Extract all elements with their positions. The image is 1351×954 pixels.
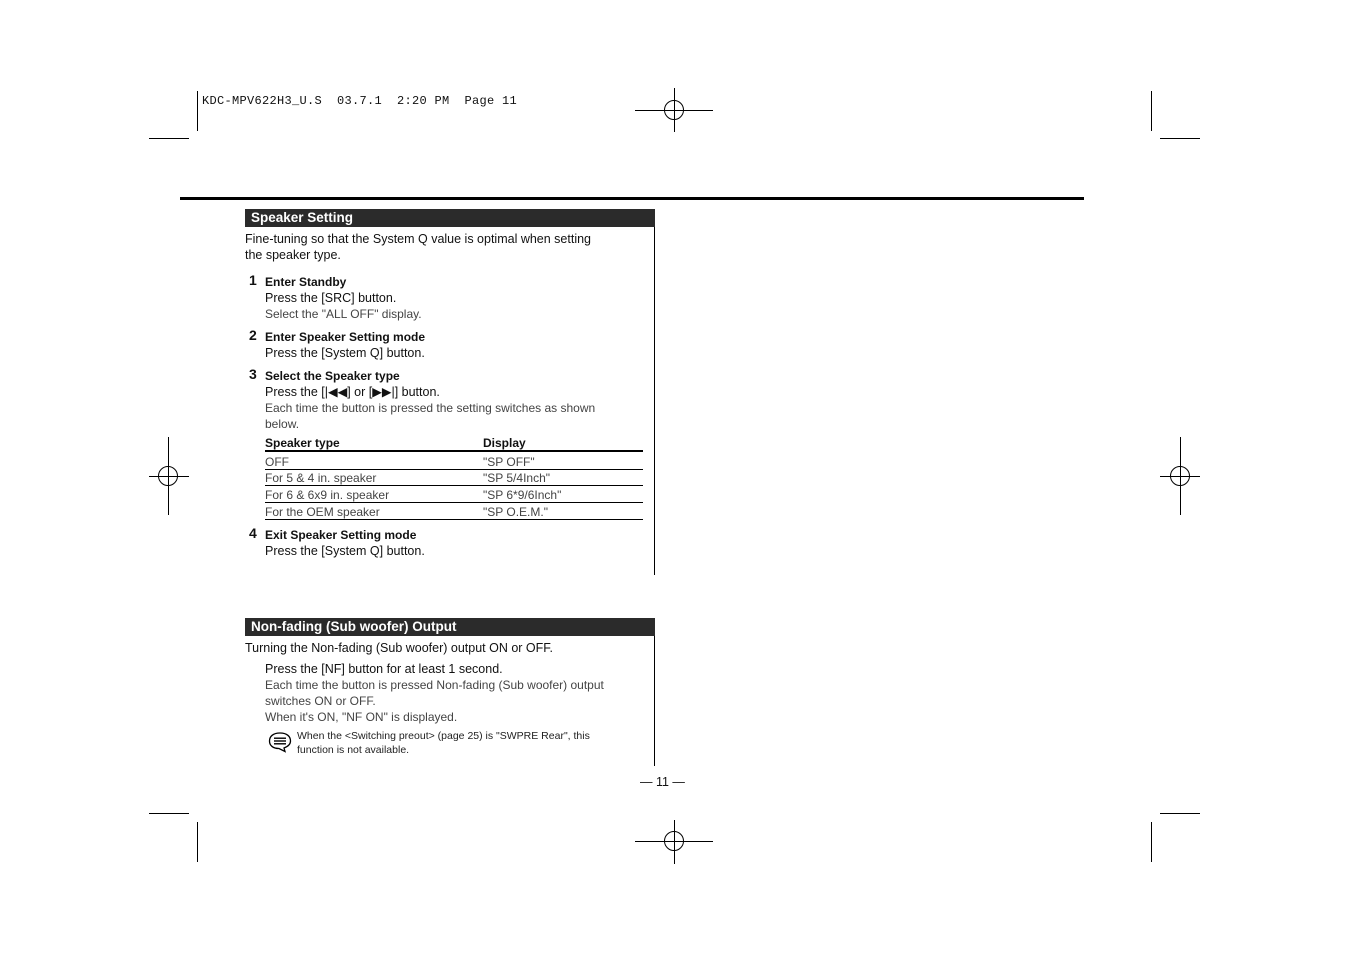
- note-icon: [268, 731, 292, 753]
- table-rule: [265, 485, 643, 486]
- step-note: below.: [265, 417, 300, 431]
- note-text: function is not available.: [297, 744, 410, 756]
- step-title: Enter Speaker Setting mode: [265, 330, 426, 344]
- crop-mark: [1160, 138, 1200, 139]
- column-rule: [654, 227, 655, 575]
- section-heading-non-fading: Non-fading (Sub woofer) Output: [245, 618, 655, 636]
- instruction-note: switches ON or OFF.: [265, 694, 376, 708]
- crop-mark: [1151, 91, 1152, 131]
- registration-circle: [664, 100, 684, 120]
- table-cell: For the OEM speaker: [265, 505, 380, 519]
- step-number: 3: [249, 366, 257, 382]
- crop-mark: [149, 813, 189, 814]
- step-title: Select the Speaker type: [265, 369, 400, 383]
- instruction-note: Each time the button is pressed Non-fading (Sub woofer) output: [265, 678, 604, 692]
- table-cell: "SP 5/4Inch": [483, 471, 551, 485]
- table-cell: For 6 & 6x9 in. speaker: [265, 488, 390, 502]
- table-cell: OFF: [265, 455, 289, 469]
- table-rule: [265, 519, 643, 520]
- intro-text: the speaker type.: [245, 248, 341, 262]
- table-header: Display: [483, 436, 526, 450]
- crop-mark: [1151, 822, 1152, 862]
- table-cell: "SP 6*9/6Inch": [483, 488, 562, 502]
- step-title: Exit Speaker Setting mode: [265, 528, 417, 542]
- crop-mark: [149, 138, 189, 139]
- registration-circle: [1170, 466, 1190, 486]
- section-heading-speaker-setting: Speaker Setting: [245, 209, 655, 227]
- crop-mark: [197, 822, 198, 862]
- step-note: Each time the button is pressed the setting switches as shown: [265, 401, 596, 415]
- step-number: 1: [249, 272, 257, 288]
- step-title: Enter Standby: [265, 275, 347, 289]
- table-rule: [265, 450, 643, 452]
- table-header: Speaker type: [265, 436, 340, 450]
- intro-text: Fine-tuning so that the System Q value is optimal when setting: [245, 232, 592, 246]
- registration-circle: [664, 831, 684, 851]
- crop-mark: [197, 91, 198, 131]
- step-instruction: Press the [System Q] button.: [265, 544, 425, 558]
- print-slug: KDC-MPV622H3_U.S 03.7.1 2:20 PM Page 11: [202, 94, 518, 108]
- top-rule: [180, 197, 1084, 200]
- instruction-note: When it's ON, "NF ON" is displayed.: [265, 710, 458, 724]
- step-instruction: Press the [|◀◀] or [▶▶|] button.: [265, 385, 440, 399]
- table-rule: [265, 502, 643, 503]
- page-number: — 11 —: [640, 775, 685, 789]
- step-note: Select the "ALL OFF" display.: [265, 307, 422, 321]
- table-cell: For 5 & 4 in. speaker: [265, 471, 377, 485]
- step-number: 4: [249, 525, 257, 541]
- step-instruction: Press the [System Q] button.: [265, 346, 425, 360]
- crop-mark: [1160, 813, 1200, 814]
- registration-circle: [158, 466, 178, 486]
- table-cell: "SP O.E.M.": [483, 505, 548, 519]
- table-cell: "SP OFF": [483, 455, 535, 469]
- step-number: 2: [249, 327, 257, 343]
- intro-text: Turning the Non-fading (Sub woofer) output ON or OFF.: [245, 641, 554, 655]
- step-instruction: Press the [SRC] button.: [265, 291, 397, 305]
- column-rule: [654, 636, 655, 766]
- note-text: When the <Switching preout> (page 25) is "SWPRE Rear", this: [297, 730, 590, 742]
- instruction-text: Press the [NF] button for at least 1 second.: [265, 662, 503, 676]
